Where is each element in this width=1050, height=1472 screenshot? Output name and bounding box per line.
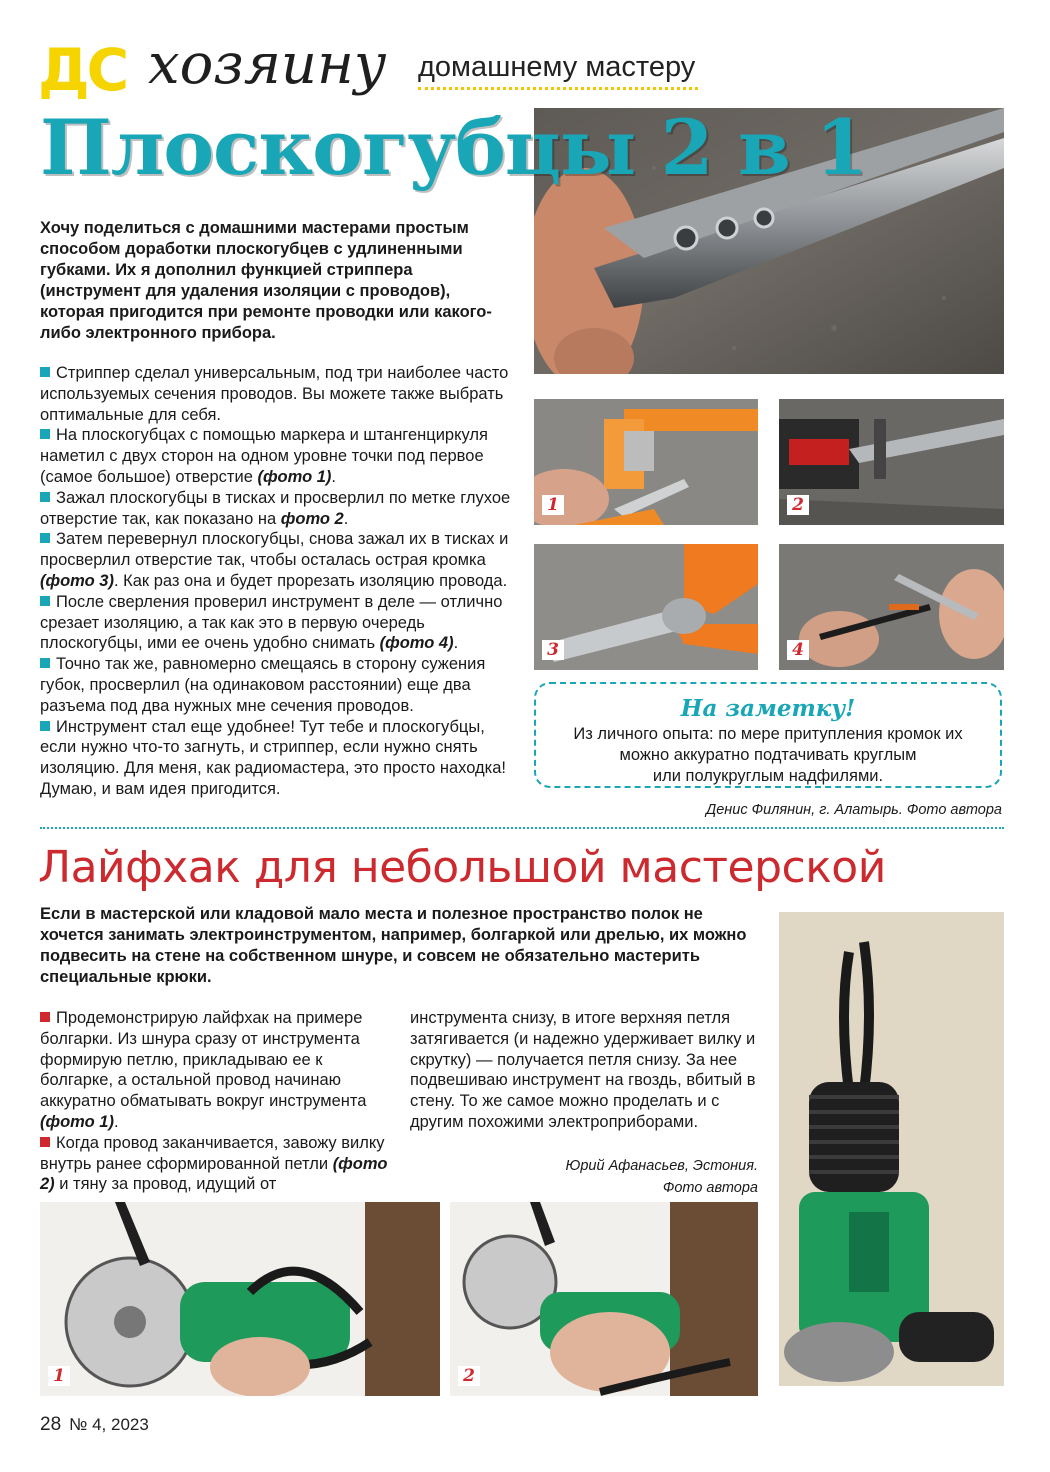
photo-number: 4 (787, 640, 809, 660)
photo-number: 1 (48, 1366, 70, 1386)
article-lead: Хочу поделиться с домашними мастерами простым способом доработки плоскогубцев с удлиненными губками. Их я дополнил функцией стриппера (инструмент для удаления изоляции с проводов), которая пригодится при ремонте проводки или какого-либо электронного прибора. (40, 219, 492, 342)
note-box (534, 682, 1002, 788)
bullet-square (40, 658, 50, 668)
text-column-2 (410, 1008, 758, 1133)
bullet-square (40, 367, 50, 377)
photo-grinder-2 (450, 1202, 758, 1396)
page-number: 28 (40, 1414, 62, 1435)
note-title: На заметку! (680, 695, 856, 722)
article-title-lifehack: Лайфхак для небольшой мастерской (38, 842, 886, 893)
photo-grinder-1 (40, 1202, 440, 1396)
bullet-square (40, 721, 50, 731)
paragraph: Продемонстрирую лайфхак на примере болгарки. Из шнура сразу от инструмента формирую петлю, прикладываю ее к болгарке, а остальной провод начинаю аккуратно обматывать вокруг инструмента (фото 1). (40, 1009, 367, 1131)
author-credit: Юрий Афанасьев, Эстония. Фото автора (565, 1158, 758, 1196)
photo-number: 2 (458, 1366, 480, 1386)
paragraph: Стриппер сделал универсальным, под три наиболее часто используемых сечения проводов. Вы можете также выбрать оптимальные для себя. (40, 364, 509, 424)
bullet-square (40, 492, 50, 502)
author-credit: Денис Филянин, г. Алатырь. Фото автора (706, 802, 1002, 818)
section-subtitle: домашнему мастеру (418, 51, 696, 83)
paragraph: Инструмент стал еще удобнее! Тут тебе и плоскогубцы, если нужно что-то загнуть, и стриппер, если нужно снять изоляцию. Для меня, как радиомастера, это просто находка! Думаю, и вам идея пригодится. (40, 717, 507, 798)
paragraph: Когда провод заканчивается, завожу вилку внутрь ранее сформированной петли (фото 2) и тяну за провод, идущий от (40, 1133, 388, 1194)
paragraph: инструмента снизу, в итоге верхняя петля затягивается (и надежно удерживает вилку и скрутку) — получается петля снизу. За нее подвешиваю инструмент на гвоздь, вбитый в стену. То же самое можно проделать и с другим похожими электроприборами. (410, 1009, 756, 1131)
photo-number: 1 (542, 495, 564, 515)
bullet-square (40, 1137, 50, 1147)
paragraph: После сверления проверил инструмент в деле — отлично срезает изоляцию, а так как это в первую очередь плоскогубцы, ими ее очень удобно снимать (фото 4). (40, 592, 503, 653)
paragraph: Зажал плоскогубцы в тисках и просверлил по метке глухое отверстие так, как показано на фото 2. (40, 488, 511, 528)
text-column-1 (40, 1008, 388, 1195)
paragraph: Точно так же, равномерно смещаясь в сторону сужения губок, просверлил (на одинаковом расстоянии) еще два разъема под два нужных мне сечения проводов. (40, 655, 486, 715)
bullet-square (40, 533, 50, 543)
bullet-square (40, 429, 50, 439)
photo-3-drilled (534, 544, 758, 670)
photo-4-stripping (779, 544, 1004, 670)
bullet-square (40, 1012, 50, 1022)
article-body (40, 363, 512, 800)
photo-1-caliper (534, 399, 758, 525)
article-lead: Если в мастерской или кладовой мало места и полезное пространство полок не хочется занимать электроинструментом, например, болгаркой или дрелью, их можно подвесить на стене на собственном шнуре, и совсем не обязательно мастерить специальные крюки. (40, 905, 747, 986)
section-title: хозяину (148, 32, 387, 97)
paragraph: Затем перевернул плоскогубцы, снова зажал их в тисках и просверлил отверстие так, чтобы осталась острая кромка (фото 3). Как раз она и будет прорезать изоляцию провода. (40, 530, 509, 590)
section-divider (40, 827, 1004, 829)
photo-number: 3 (542, 640, 564, 660)
article-title-pliers: Плоскогубцы 2 в 1 (40, 103, 868, 192)
note-text: Из личного опыта: по мере притупления кромок их можно аккуратно подтачивать круглым или полукруглым надфилями. (573, 725, 963, 785)
photo-2-vise (779, 399, 1004, 525)
photo-number: 2 (787, 495, 809, 515)
page-footer (40, 1414, 149, 1436)
magazine-logo: ДС (38, 36, 127, 104)
photo-grinder-hanging (779, 912, 1004, 1386)
section-underline (418, 87, 698, 92)
issue-number: № 4, 2023 (69, 1415, 149, 1434)
bullet-square (40, 596, 50, 606)
paragraph: На плоскогубцах с помощью маркера и штангенциркуля наметил с двух сторон на одном уровне точки под первое (самое большое) отверстие (фото 1). (40, 426, 488, 486)
